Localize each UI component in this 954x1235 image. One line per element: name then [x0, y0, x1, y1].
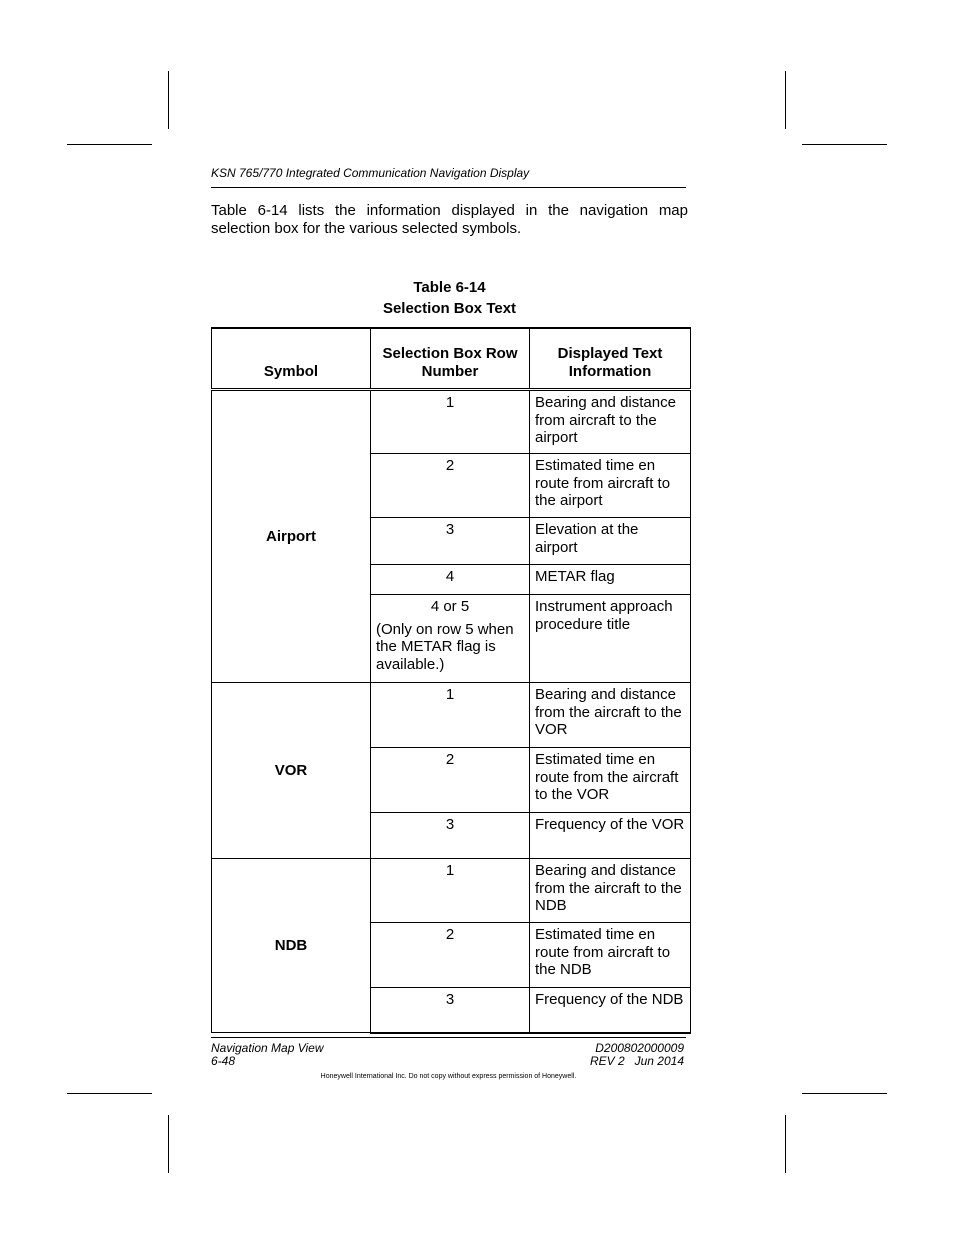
- crop-mark: [67, 144, 152, 145]
- crop-mark: [785, 1115, 786, 1173]
- row-number-note: (Only on row 5 when the METAR flag is available.): [376, 620, 514, 673]
- displayed-text-cell: METAR flag: [530, 565, 691, 595]
- table-row: [212, 859, 691, 923]
- footer-section: Navigation Map View: [211, 1041, 324, 1055]
- symbol-cell-ndb: NDB: [212, 859, 371, 1033]
- displayed-text-cell: Frequency of the VOR: [530, 813, 691, 859]
- footer-rule: [211, 1037, 686, 1038]
- crop-mark: [168, 1115, 169, 1173]
- row-number-value: 4 or 5: [430, 598, 470, 615]
- copyright-notice: Honeywell International Inc. Do not copy without express permission of Honeywell.: [320, 1073, 577, 1080]
- displayed-text-cell: Bearing and distance from the aircraft to the VOR: [530, 683, 691, 748]
- column-header-row-number: Selection Box Row Number: [371, 328, 530, 390]
- crop-mark: [67, 1093, 152, 1094]
- row-number-cell: 2: [371, 923, 530, 988]
- crop-mark: [785, 71, 786, 129]
- row-number-cell: 2: [371, 454, 530, 518]
- displayed-text-cell: Bearing and distance from aircraft to the airport: [530, 390, 691, 454]
- table-header-row: [212, 328, 691, 390]
- row-number-cell: 4: [371, 565, 530, 595]
- displayed-text-cell: Bearing and distance from the aircraft to the NDB: [530, 859, 691, 923]
- crop-mark: [802, 144, 887, 145]
- table-caption-title: Selection Box Text: [382, 300, 517, 317]
- row-number-cell: 3: [371, 988, 530, 1033]
- table-row: [212, 390, 691, 454]
- column-header-displayed-text: Displayed Text Information: [530, 328, 691, 390]
- row-number-cell: 2: [371, 748, 530, 813]
- row-number-cell: 1: [371, 390, 530, 454]
- displayed-text-cell: Frequency of the NDB: [530, 988, 691, 1033]
- crop-mark: [802, 1093, 887, 1094]
- symbol-cell-vor: VOR: [212, 683, 371, 859]
- table-caption-number: Table 6-14: [413, 279, 486, 296]
- displayed-text-cell: Estimated time en route from aircraft to the airport: [530, 454, 691, 518]
- intro-paragraph: Table 6-14 lists the information displayed in the navigation map selection box for the various selected symbols.: [211, 202, 688, 237]
- running-header: KSN 765/770 Integrated Communication Navigation Display: [211, 166, 530, 180]
- selection-box-table: [211, 327, 691, 1034]
- symbol-cell-airport: Airport: [212, 390, 371, 683]
- row-number-cell: [371, 595, 530, 683]
- footer-revision: REV 2 Jun 2014: [589, 1054, 684, 1068]
- row-number-cell: 1: [371, 683, 530, 748]
- displayed-text-cell: Estimated time en route from the aircraft to the VOR: [530, 748, 691, 813]
- row-number-cell: 3: [371, 813, 530, 859]
- displayed-text-cell: Instrument approach procedure title: [530, 595, 691, 683]
- row-number-cell: 1: [371, 859, 530, 923]
- header-rule: [211, 187, 686, 188]
- row-number-cell: 3: [371, 518, 530, 565]
- table-row: [212, 683, 691, 748]
- footer-page-number: 6-48: [211, 1054, 236, 1068]
- footer-doc-number: D200802000009: [595, 1041, 684, 1055]
- displayed-text-cell: Estimated time en route from aircraft to the NDB: [530, 923, 691, 988]
- column-header-symbol: Symbol: [212, 328, 371, 390]
- displayed-text-cell: Elevation at the airport: [530, 518, 691, 565]
- crop-mark: [168, 71, 169, 129]
